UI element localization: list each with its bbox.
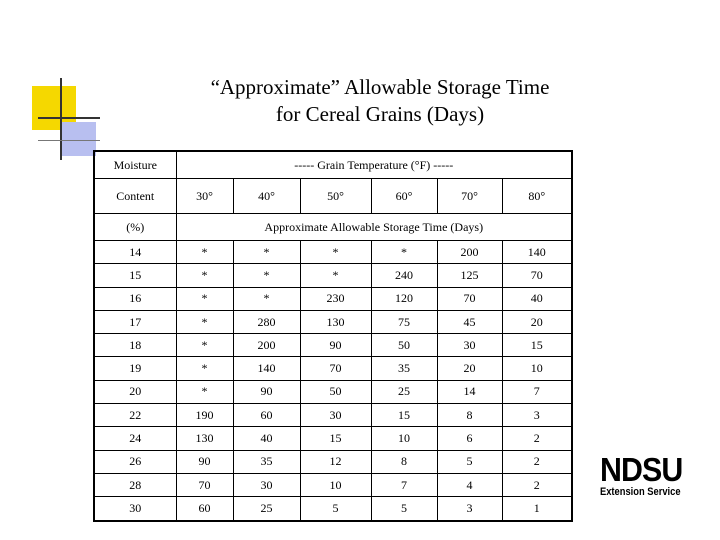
decorative-blue-square bbox=[62, 122, 96, 156]
moisture-cell: 30 bbox=[94, 497, 176, 521]
days-cell: 30 bbox=[233, 473, 300, 496]
days-cell: * bbox=[233, 241, 300, 264]
days-cell: * bbox=[176, 380, 233, 403]
days-cell: 280 bbox=[233, 310, 300, 333]
header-storage-time: Approximate Allowable Storage Time (Days) bbox=[176, 214, 572, 241]
decorative-horizontal-line-thin bbox=[38, 140, 100, 141]
days-cell: * bbox=[300, 264, 371, 287]
header-temp-50: 50° bbox=[300, 179, 371, 214]
days-cell: 40 bbox=[502, 287, 572, 310]
days-cell: 7 bbox=[502, 380, 572, 403]
table-row bbox=[94, 357, 572, 380]
header-content: Content bbox=[94, 179, 176, 214]
header-grain-temperature: ----- Grain Temperature (°F) ----- bbox=[176, 151, 572, 179]
moisture-cell: 26 bbox=[94, 450, 176, 473]
moisture-cell: 22 bbox=[94, 404, 176, 427]
days-cell: 75 bbox=[371, 310, 437, 333]
moisture-cell: 20 bbox=[94, 380, 176, 403]
table-row bbox=[94, 264, 572, 287]
days-cell: * bbox=[176, 287, 233, 310]
days-cell: * bbox=[176, 357, 233, 380]
days-cell: 60 bbox=[233, 404, 300, 427]
decorative-vertical-line bbox=[60, 78, 62, 160]
table-row bbox=[94, 427, 572, 450]
header-row-1 bbox=[94, 151, 572, 179]
days-cell: 45 bbox=[437, 310, 502, 333]
days-cell: 200 bbox=[437, 241, 502, 264]
table-row bbox=[94, 380, 572, 403]
days-cell: 7 bbox=[371, 473, 437, 496]
table-row bbox=[94, 241, 572, 264]
days-cell: 14 bbox=[437, 380, 502, 403]
table-row bbox=[94, 310, 572, 333]
days-cell: 70 bbox=[300, 357, 371, 380]
days-cell: * bbox=[371, 241, 437, 264]
days-cell: 4 bbox=[437, 473, 502, 496]
days-cell: 8 bbox=[371, 450, 437, 473]
header-moisture: Moisture bbox=[94, 151, 176, 179]
header-row-3 bbox=[94, 214, 572, 241]
days-cell: 12 bbox=[300, 450, 371, 473]
header-temp-70: 70° bbox=[437, 179, 502, 214]
table-row bbox=[94, 404, 572, 427]
days-cell: 10 bbox=[300, 473, 371, 496]
days-cell: 2 bbox=[502, 450, 572, 473]
moisture-cell: 28 bbox=[94, 473, 176, 496]
days-cell: 8 bbox=[437, 404, 502, 427]
days-cell: 25 bbox=[233, 497, 300, 521]
days-cell: 15 bbox=[300, 427, 371, 450]
title-line-1: “Approximate” Allowable Storage Time bbox=[210, 75, 550, 99]
days-cell: 190 bbox=[176, 404, 233, 427]
logo-subtitle: Extension Service bbox=[600, 486, 681, 498]
days-cell: * bbox=[176, 334, 233, 357]
days-cell: 70 bbox=[437, 287, 502, 310]
days-cell: 20 bbox=[437, 357, 502, 380]
days-cell: 90 bbox=[176, 450, 233, 473]
days-cell: 50 bbox=[300, 380, 371, 403]
days-cell: 3 bbox=[502, 404, 572, 427]
table-row bbox=[94, 473, 572, 496]
days-cell: 70 bbox=[176, 473, 233, 496]
table-row bbox=[94, 450, 572, 473]
days-cell: 35 bbox=[371, 357, 437, 380]
header-temp-60: 60° bbox=[371, 179, 437, 214]
header-row-2 bbox=[94, 179, 572, 214]
moisture-cell: 16 bbox=[94, 287, 176, 310]
moisture-cell: 24 bbox=[94, 427, 176, 450]
days-cell: 1 bbox=[502, 497, 572, 521]
days-cell: 2 bbox=[502, 427, 572, 450]
days-cell: 30 bbox=[300, 404, 371, 427]
days-cell: 60 bbox=[176, 497, 233, 521]
moisture-cell: 15 bbox=[94, 264, 176, 287]
moisture-cell: 18 bbox=[94, 334, 176, 357]
days-cell: 10 bbox=[371, 427, 437, 450]
days-cell: 15 bbox=[371, 404, 437, 427]
days-cell: 125 bbox=[437, 264, 502, 287]
table-row bbox=[94, 334, 572, 357]
days-cell: * bbox=[233, 287, 300, 310]
title-line-2: for Cereal Grains (Days) bbox=[275, 102, 485, 126]
decorative-horizontal-line bbox=[38, 117, 100, 119]
days-cell: * bbox=[300, 241, 371, 264]
table-row bbox=[94, 287, 572, 310]
days-cell: 25 bbox=[371, 380, 437, 403]
days-cell: 15 bbox=[502, 334, 572, 357]
days-cell: 120 bbox=[371, 287, 437, 310]
storage-time-table bbox=[93, 150, 573, 522]
days-cell: * bbox=[176, 241, 233, 264]
days-cell: 50 bbox=[371, 334, 437, 357]
header-temp-30: 30° bbox=[176, 179, 233, 214]
days-cell: 230 bbox=[300, 287, 371, 310]
days-cell: 5 bbox=[437, 450, 502, 473]
days-cell: 40 bbox=[233, 427, 300, 450]
moisture-cell: 14 bbox=[94, 241, 176, 264]
header-percent: (%) bbox=[94, 214, 176, 241]
days-cell: 20 bbox=[502, 310, 572, 333]
days-cell: 6 bbox=[437, 427, 502, 450]
days-cell: * bbox=[176, 310, 233, 333]
days-cell: 90 bbox=[300, 334, 371, 357]
logo-name: NDSU bbox=[600, 451, 683, 488]
moisture-cell: 19 bbox=[94, 357, 176, 380]
days-cell: 2 bbox=[502, 473, 572, 496]
days-cell: 35 bbox=[233, 450, 300, 473]
header-temp-40: 40° bbox=[233, 179, 300, 214]
page-title bbox=[100, 74, 660, 128]
days-cell: 30 bbox=[437, 334, 502, 357]
days-cell: 130 bbox=[176, 427, 233, 450]
days-cell: 140 bbox=[502, 241, 572, 264]
days-cell: 5 bbox=[371, 497, 437, 521]
days-cell: 130 bbox=[300, 310, 371, 333]
days-cell: 5 bbox=[300, 497, 371, 521]
days-cell: * bbox=[233, 264, 300, 287]
moisture-cell: 17 bbox=[94, 310, 176, 333]
header-temp-80: 80° bbox=[502, 179, 572, 214]
days-cell: 140 bbox=[233, 357, 300, 380]
days-cell: 240 bbox=[371, 264, 437, 287]
days-cell: 200 bbox=[233, 334, 300, 357]
table-row bbox=[94, 497, 572, 521]
days-cell: * bbox=[176, 264, 233, 287]
days-cell: 90 bbox=[233, 380, 300, 403]
ndsu-logo bbox=[600, 451, 712, 499]
days-cell: 10 bbox=[502, 357, 572, 380]
days-cell: 70 bbox=[502, 264, 572, 287]
days-cell: 3 bbox=[437, 497, 502, 521]
